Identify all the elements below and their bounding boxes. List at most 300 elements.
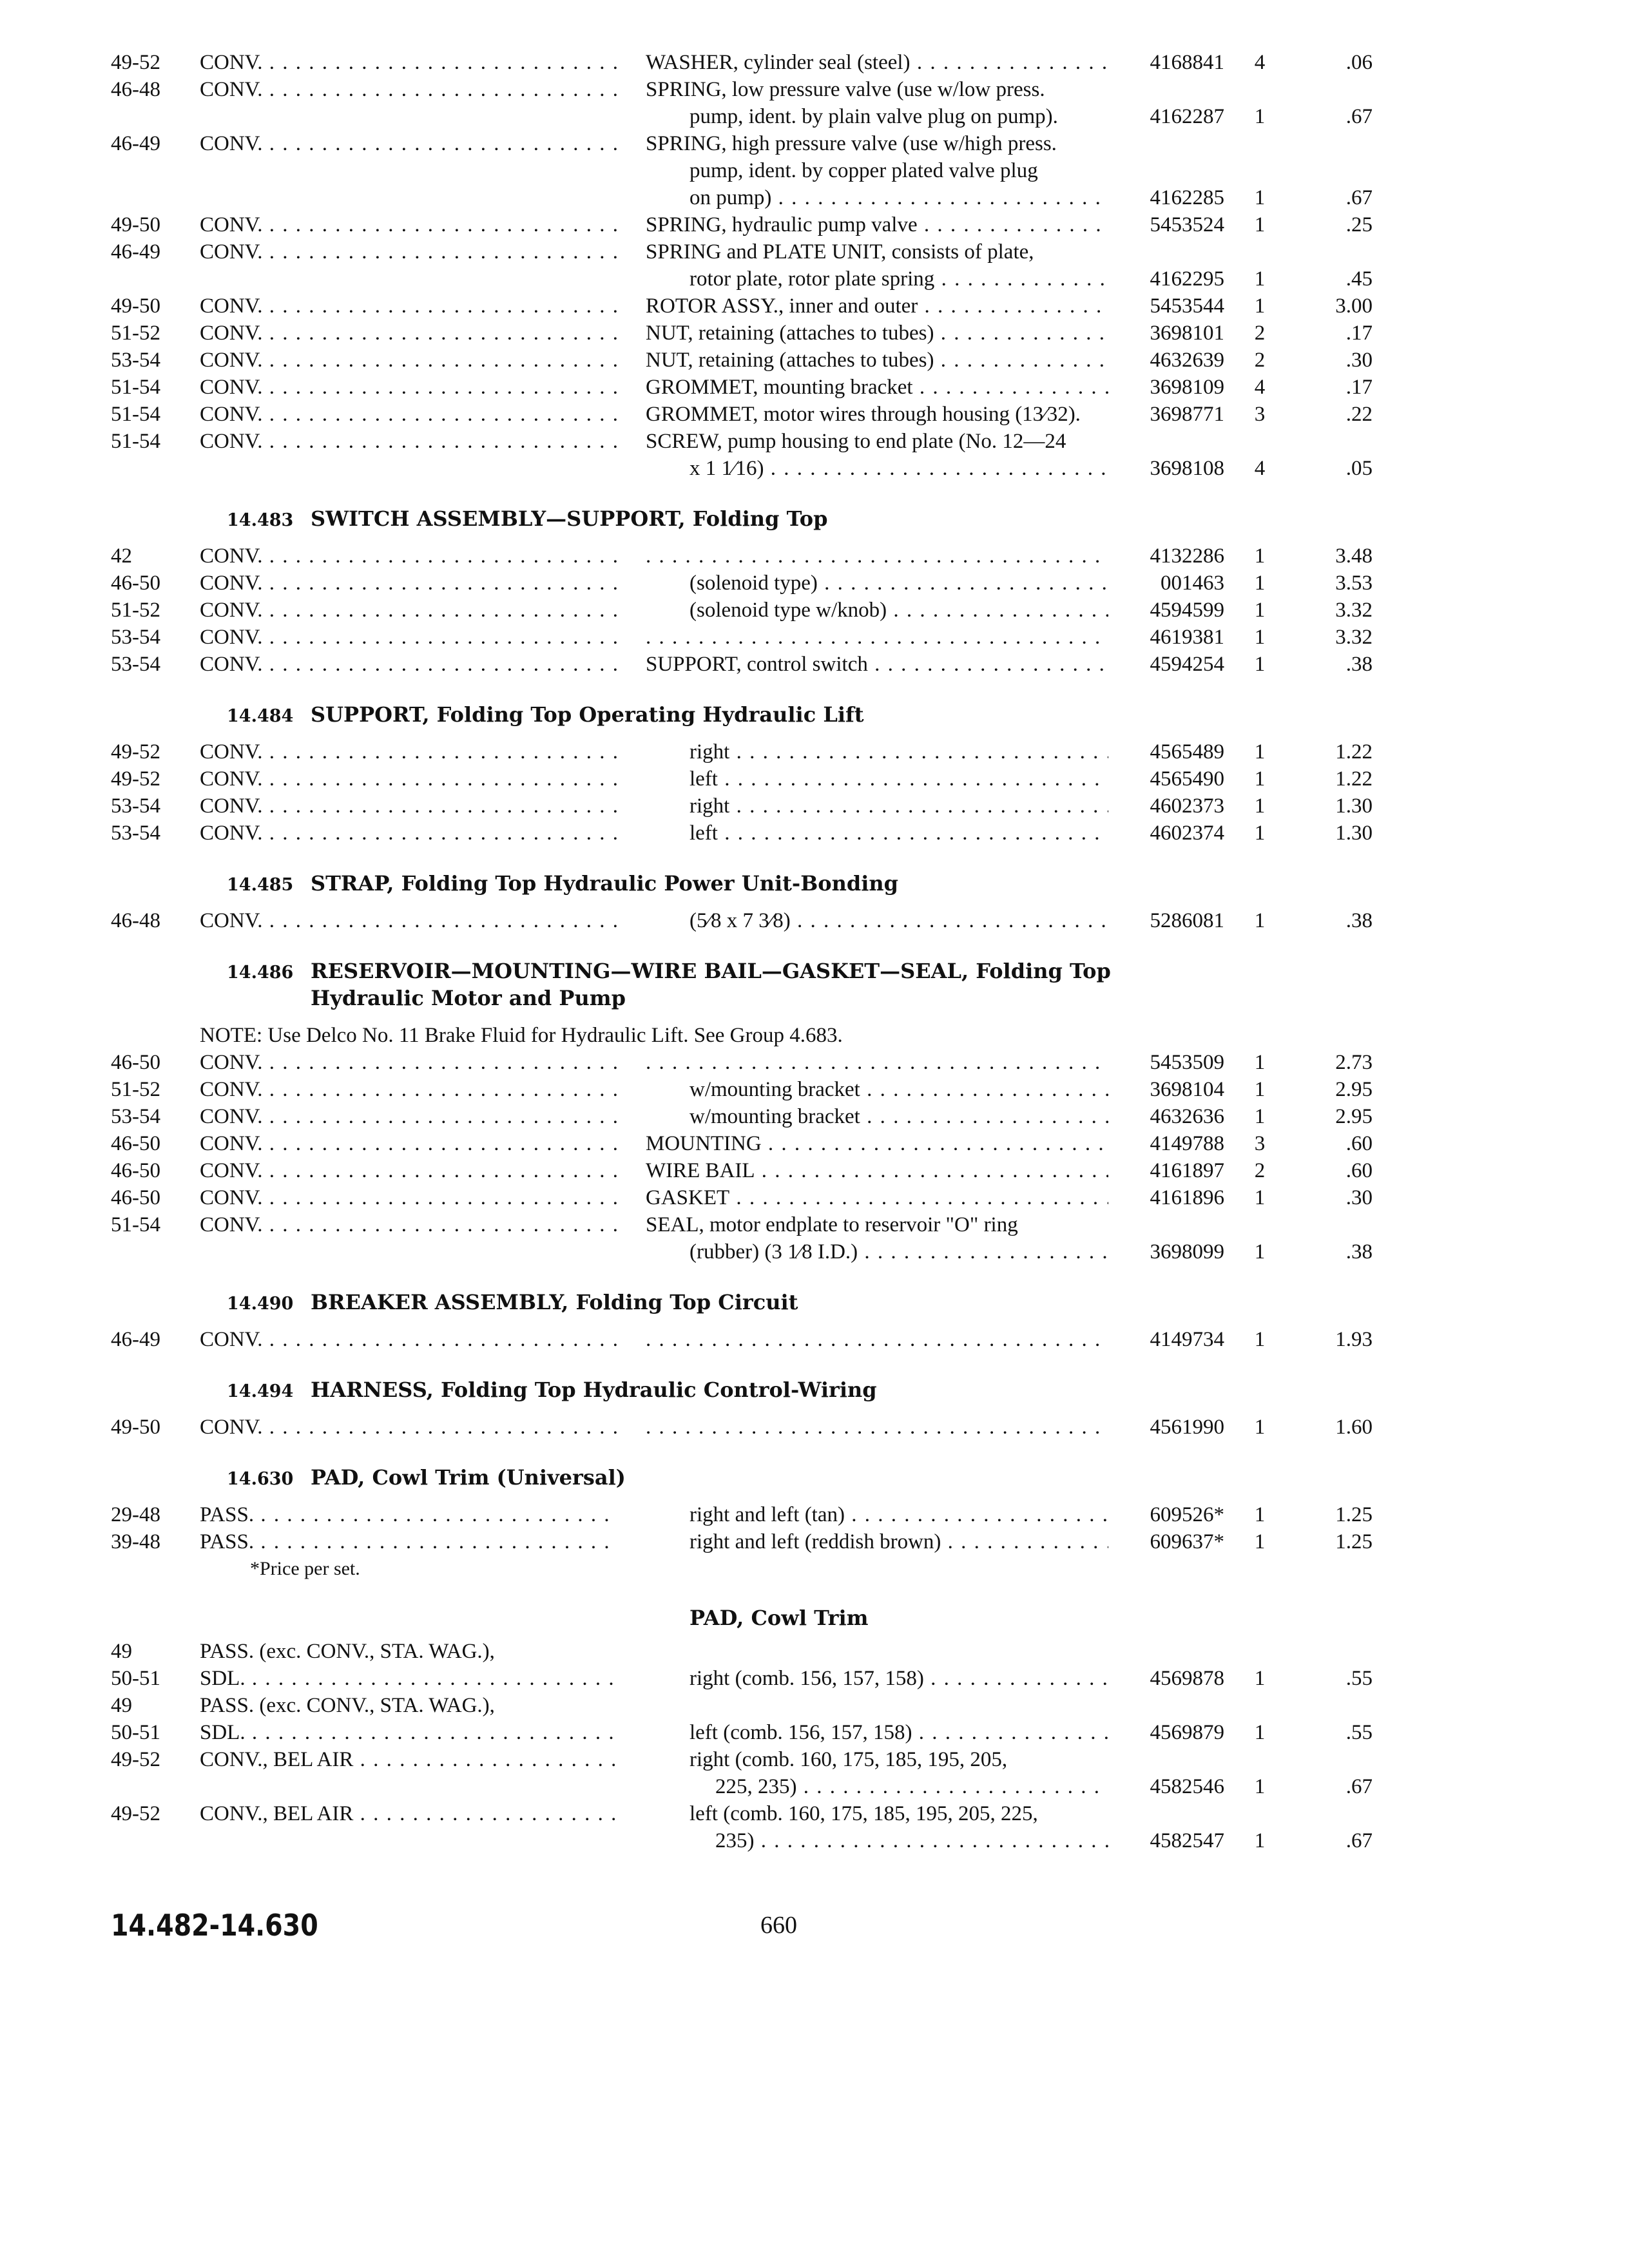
model-years: 42 [111,544,132,568]
part-description [715,1827,1108,1854]
group-number: 14.483 [227,510,294,530]
leader-dots [263,132,619,155]
part-number: 4582547 [1150,1829,1224,1852]
parts-row [0,907,1629,934]
leader-dots [918,294,1108,318]
list-price: 2.95 [1335,1078,1373,1101]
group-heading [227,701,864,730]
model-text: CONV. [200,1416,263,1439]
model-text: CONV. [200,213,263,236]
model-text: CONV. [200,1105,263,1128]
leader-dots [718,822,1108,845]
quantity: 1 [1254,294,1266,318]
group-title-continued: Hydraulic Motor and Pump [311,986,626,1010]
model-text: CONV. [200,1328,263,1351]
leader-dots [263,767,619,791]
model-text: CONV. [200,740,263,764]
model-applicability [200,1746,619,1773]
leader-dots [263,322,619,345]
part-number: 3698108 [1150,457,1224,480]
leader-dots [263,1328,619,1351]
list-price: .22 [1345,403,1373,426]
leader-dots [263,1105,619,1128]
parts-row [0,1130,1629,1157]
group-title: HARNESS, Folding Top Hydraulic Control-Wiring [311,1378,877,1402]
model-years: 49 [111,1694,132,1717]
list-price: 2.95 [1335,1105,1373,1128]
model-years: 49-52 [111,1748,160,1771]
model-text: CONV. [200,767,263,791]
parts-row [0,1157,1629,1184]
model-applicability [200,238,619,265]
part-description [689,1800,1108,1827]
description-text: (5⁄8 x 7 3⁄8) [689,909,791,932]
description-text: w/mounting bracket [689,1105,860,1128]
quantity: 4 [1254,51,1266,74]
quantity: 1 [1254,572,1266,595]
model-years: 50-51 [111,1721,160,1744]
part-number: 3698109 [1150,376,1224,399]
leader-dots [263,1213,619,1236]
description-text: WIRE BAIL [646,1159,755,1182]
leader-dots [263,1416,619,1439]
list-price: .17 [1345,376,1373,399]
list-price: 1.25 [1335,1503,1373,1526]
part-description [646,320,1108,347]
quantity: 4 [1254,457,1266,480]
parts-row [0,1692,1629,1719]
part-number: 4632636 [1150,1105,1224,1128]
leader-dots [646,1328,1108,1351]
quantity: 1 [1254,626,1266,649]
model-applicability [200,428,619,455]
parts-row [0,624,1629,651]
quantity: 1 [1254,1328,1266,1351]
part-description [689,157,1108,184]
part-number: 4569879 [1150,1721,1224,1744]
model-years: 46-48 [111,909,160,932]
model-text: CONV. [200,430,263,453]
model-applicability [200,320,619,347]
model-years: 53-54 [111,1105,160,1128]
model-years: 50-51 [111,1667,160,1690]
model-years: 49 [111,1640,132,1663]
list-price: .05 [1345,457,1373,480]
part-description [689,765,1108,793]
quantity: 1 [1254,1078,1266,1101]
model-applicability [200,211,619,238]
description-text: left (comb. 156, 157, 158) [689,1721,912,1744]
leader-dots [755,1829,1109,1852]
quantity: 1 [1254,822,1266,845]
part-description [689,1076,1108,1103]
part-number: 609526* [1150,1503,1224,1526]
leader-dots [263,626,619,649]
part-description [689,820,1108,847]
quantity: 1 [1254,1829,1266,1852]
model-applicability [200,793,619,820]
parts-row [0,738,1629,765]
part-number: 4162285 [1150,186,1224,209]
part-number: 4602374 [1150,822,1224,845]
part-number: 3698099 [1150,1240,1224,1264]
leader-dots [934,267,1108,291]
leader-dots [263,376,619,399]
parts-row [0,265,1629,293]
leader-dots [263,403,619,426]
model-applicability [200,1049,619,1076]
parts-row [0,1414,1629,1441]
parts-row [0,157,1629,184]
model-applicability [200,820,619,847]
leader-dots [646,1416,1108,1439]
parts-row [0,320,1629,347]
part-description [689,184,1108,211]
part-number: 4149734 [1150,1328,1224,1351]
parts-row [0,1211,1629,1238]
parts-row [0,374,1629,401]
model-text: CONV. [200,653,263,676]
model-applicability [200,738,619,765]
parts-row [0,1184,1629,1211]
group-heading [227,505,827,534]
model-years: 49-50 [111,213,160,236]
part-number: 001463 [1161,572,1224,595]
parts-row [0,1719,1629,1746]
description-text: MOUNTING [646,1132,762,1155]
model-years: 53-54 [111,349,160,372]
parts-row [0,428,1629,455]
quantity: 2 [1254,322,1266,345]
model-applicability [200,1157,619,1184]
description-text: SPRING, low pressure valve (use w/low press. [646,78,1045,101]
quantity: 1 [1254,1051,1266,1074]
model-applicability [200,130,619,157]
part-description [689,597,1108,624]
leader-dots [246,1721,619,1744]
subgroup-heading: PAD, Cowl Trim [689,1606,869,1630]
parts-row [0,455,1629,482]
list-price: 1.30 [1335,794,1373,818]
list-price: 3.53 [1335,572,1373,595]
quantity: 3 [1254,403,1266,426]
part-description [689,455,1108,482]
part-description [689,1719,1108,1746]
model-text: CONV. [200,626,263,649]
parts-row [0,347,1629,374]
leader-dots [263,740,619,764]
model-years: 51-54 [111,403,160,426]
model-text: CONV. [200,1213,263,1236]
description-text: x 1 1⁄16) [689,457,764,480]
model-applicability [200,401,619,428]
list-price: 1.22 [1335,767,1373,791]
leader-dots [254,1530,619,1553]
part-description [689,1501,1108,1528]
leader-dots [729,1186,1108,1209]
leader-dots [934,349,1108,372]
group-heading [227,870,898,899]
leader-dots [858,1240,1108,1264]
parts-row [0,1746,1629,1773]
leader-dots [263,1051,619,1074]
description-text: SPRING and PLATE UNIT, consists of plate, [646,240,1034,264]
part-number: 4161897 [1150,1159,1224,1182]
model-applicability [200,1414,619,1441]
leader-dots [254,1503,619,1526]
list-price: .60 [1345,1159,1373,1182]
description-text: WASHER, cylinder seal (steel) [646,51,911,74]
group-heading [227,1376,877,1405]
leader-dots [353,1802,619,1825]
model-applicability [200,570,619,597]
parts-row [0,238,1629,265]
model-years: 53-54 [111,653,160,676]
parts-row [0,1238,1629,1265]
leader-dots [646,544,1108,568]
part-number: 4565490 [1150,767,1224,791]
model-text: CONV. [200,78,263,101]
model-text: CONV. [200,240,263,264]
model-applicability [200,49,619,76]
group-number: 14.484 [227,706,294,726]
list-price: .67 [1345,105,1373,128]
model-years: 46-48 [111,78,160,101]
part-description [646,293,1108,320]
model-years: 49-52 [111,740,160,764]
part-description [646,49,1108,76]
parts-row [0,765,1629,793]
leader-dots [263,653,619,676]
part-number: 4569878 [1150,1667,1224,1690]
leader-dots [263,1159,619,1182]
parts-row [0,1326,1629,1353]
quantity: 1 [1254,599,1266,622]
model-text: CONV. [200,572,263,595]
leader-dots [263,78,619,101]
parts-row [0,1103,1629,1130]
part-number: 4594254 [1150,653,1224,676]
description-text: ROTOR ASSY., inner and outer [646,294,918,318]
list-price: .30 [1345,1186,1373,1209]
group-number: 14.490 [227,1294,294,1314]
parts-row [0,103,1629,130]
leader-dots [911,51,1108,74]
parts-row [0,543,1629,570]
part-description [689,1103,1108,1130]
quantity: 1 [1254,1503,1266,1526]
description-text: NUT, retaining (attaches to tubes) [646,349,934,372]
list-price: .55 [1345,1721,1373,1744]
group-number: 14.630 [227,1469,294,1489]
part-description [689,103,1108,130]
group-heading [227,1289,798,1318]
group-note: NOTE: Use Delco No. 11 Brake Fluid for Hydraulic Lift. See Group 4.683. [200,1024,843,1047]
leader-dots [263,1186,619,1209]
model-applicability [200,651,619,678]
quantity: 1 [1254,1530,1266,1553]
quantity: 1 [1254,794,1266,818]
model-years: 49-52 [111,767,160,791]
model-years: 46-49 [111,240,160,264]
price-footnote: *Price per set. [250,1558,360,1579]
parts-row [0,184,1629,211]
quantity: 1 [1254,1667,1266,1690]
model-years: 53-54 [111,626,160,649]
group-heading [227,957,1111,986]
parts-row [0,1049,1629,1076]
parts-row [0,820,1629,847]
group-title: SWITCH ASSEMBLY—SUPPORT, Folding Top [311,506,828,531]
model-text: CONV. [200,909,263,932]
model-applicability [200,1719,619,1746]
model-applicability [200,1665,619,1692]
quantity: 1 [1254,909,1266,932]
list-price: 1.22 [1335,740,1373,764]
parts-row [0,597,1629,624]
description-text: SEAL, motor endplate to reservoir "O" ring [646,1213,1018,1236]
model-years: 53-54 [111,794,160,818]
part-number: 4162287 [1150,105,1224,128]
leader-dots [860,1078,1108,1101]
parts-row [0,1638,1629,1665]
part-description [646,1211,1108,1238]
part-number: 4162295 [1150,267,1224,291]
model-years: 51-54 [111,430,160,453]
model-text: PASS. [200,1530,255,1553]
leader-dots [729,794,1108,818]
description-text: (rubber) (3 1⁄8 I.D.) [689,1240,858,1264]
part-description [646,401,1108,428]
part-number: 4149788 [1150,1132,1224,1155]
model-text: PASS. (exc. CONV., STA. WAG.), [200,1640,495,1663]
leader-dots [913,376,1108,399]
description-text: GROMMET, motor wires through housing (13⁄32). [646,403,1081,426]
group-title: BREAKER ASSEMBLY, Folding Top Circuit [311,1290,798,1314]
quantity: 2 [1254,1159,1266,1182]
leader-dots [762,1132,1108,1155]
description-text: pump, ident. by plain valve plug on pump). [689,105,1058,128]
leader-dots [729,740,1108,764]
model-text: CONV. [200,294,263,318]
model-years: 51-52 [111,322,160,345]
quantity: 1 [1254,1240,1266,1264]
model-applicability [200,1528,619,1555]
model-years: 49-52 [111,51,160,74]
model-text: CONV. [200,376,263,399]
model-applicability [200,76,619,103]
model-years: 51-52 [111,1078,160,1101]
description-text: rotor plate, rotor plate spring [689,267,935,291]
description-text: right and left (tan) [689,1503,845,1526]
model-text: PASS. (exc. CONV., STA. WAG.), [200,1694,495,1717]
model-text: CONV. [200,1078,263,1101]
leader-dots [934,322,1108,345]
part-description [715,1773,1108,1800]
list-price: .67 [1345,1775,1373,1798]
parts-row [0,1800,1629,1827]
part-number: 4132286 [1150,544,1224,568]
leader-dots [263,240,619,264]
parts-row [0,651,1629,678]
description-text: SCREW, pump housing to end plate (No. 12—24 [646,430,1066,453]
group-title: PAD, Cowl Trim (Universal) [311,1465,626,1490]
description-text: (solenoid type) [689,572,818,595]
part-description [689,570,1108,597]
part-description [689,1528,1108,1555]
leader-dots [845,1503,1108,1526]
leader-dots [263,909,619,932]
parts-row [0,1076,1629,1103]
model-text: CONV. [200,349,263,372]
part-number: 4602373 [1150,794,1224,818]
list-price: 3.48 [1335,544,1373,568]
model-years: 46-50 [111,1051,160,1074]
part-number: 609637* [1150,1530,1224,1553]
model-years: 53-54 [111,822,160,845]
list-price: .17 [1345,322,1373,345]
list-price: 3.32 [1335,626,1373,649]
model-text: CONV. [200,544,263,568]
description-text: 235) [715,1829,755,1852]
part-description [689,1746,1108,1773]
parts-row [0,570,1629,597]
model-applicability [200,1692,619,1719]
leader-dots [755,1159,1108,1182]
model-text: CONV. [200,1186,263,1209]
parts-row [0,130,1629,157]
part-description [646,347,1108,374]
part-number: 5453509 [1150,1051,1224,1074]
description-text: right and left (reddish brown) [689,1530,941,1553]
group-number: 14.485 [227,875,294,895]
model-applicability [200,1501,619,1528]
parts-row [0,793,1629,820]
leader-dots [263,430,619,453]
model-text: CONV. [200,1051,263,1074]
quantity: 1 [1254,1416,1266,1439]
model-applicability [200,1103,619,1130]
part-description [689,265,1108,293]
description-text: right [689,794,730,818]
leader-dots [263,1132,619,1155]
leader-dots [918,213,1108,236]
parts-row [0,1528,1629,1555]
model-applicability [200,765,619,793]
model-years: 46-50 [111,1132,160,1155]
model-text: CONV. [200,132,263,155]
leader-dots [246,1667,619,1690]
part-number: 5453524 [1150,213,1224,236]
part-description [646,130,1108,157]
leader-dots [924,1667,1108,1690]
part-description [689,1665,1108,1692]
leader-dots [646,626,1108,649]
part-number: 4565489 [1150,740,1224,764]
quantity: 1 [1254,653,1266,676]
group-heading [227,1464,626,1493]
leader-dots [263,1078,619,1101]
part-description [646,428,1108,455]
leader-dots [263,822,619,845]
model-applicability [200,1184,619,1211]
parts-row [0,76,1629,103]
description-text: GROMMET, mounting bracket [646,376,913,399]
leader-dots [887,599,1108,622]
leader-dots [912,1721,1108,1744]
model-years: 39-48 [111,1530,160,1553]
description-text: left [689,767,718,791]
